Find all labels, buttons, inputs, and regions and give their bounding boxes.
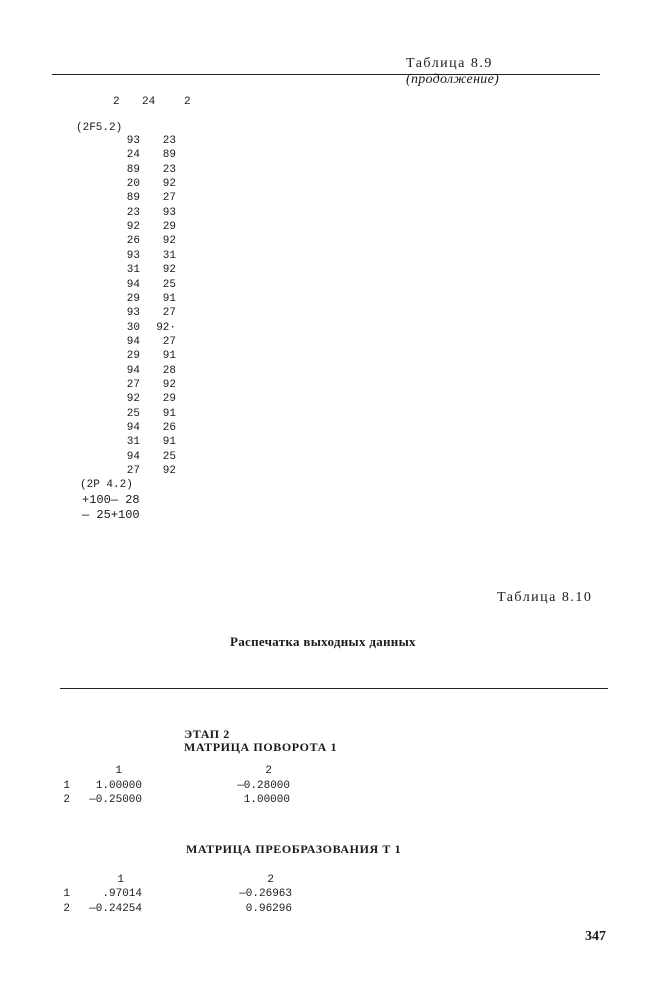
pair-value-left: 89 (126, 163, 140, 176)
pair-value-left: 94 (126, 450, 140, 463)
pair-value-left: 29 (126, 292, 140, 305)
pair-value-right: 92 (162, 235, 176, 248)
pair-value-right: 23 (162, 135, 176, 147)
pair-row (0, 379, 300, 393)
pair-row (0, 451, 300, 465)
matrix1-row (0, 780, 320, 794)
pair-row (0, 322, 300, 336)
table-8-10-caption: Таблица 8.10 (497, 590, 593, 605)
matrix2-col-header-2: 2 (267, 874, 274, 886)
pair-value-right: 25 (162, 450, 176, 463)
pair-row (0, 207, 300, 221)
pair-row (0, 279, 300, 293)
block2-line-2: — 25+100 (82, 508, 140, 522)
matrix1-col-header-2: 2 (265, 765, 272, 777)
block2-line-1: +100— 28 (82, 493, 140, 507)
matrix1-cell: 1.00000 (243, 794, 290, 806)
pair-row (0, 336, 300, 350)
pair-row (0, 365, 300, 379)
pair-row (0, 178, 300, 192)
pair-value-right: 92· (156, 321, 176, 334)
pair-value-left: 94 (126, 278, 140, 291)
table-8-10-title: Распечатка выходных данных (230, 634, 416, 649)
block1-format-label: (2F5.2) (76, 122, 123, 134)
pair-row (0, 250, 300, 264)
pair-row (0, 393, 300, 407)
pair-value-right: 31 (162, 249, 176, 262)
matrix1-title: МАТРИЦА ПОВОРОТА 1 (184, 740, 338, 754)
pair-value-right: 27 (162, 307, 176, 320)
pair-value-right: 91 (162, 407, 176, 420)
pair-row (0, 135, 300, 149)
pair-value-right: 29 (162, 393, 176, 406)
pair-row (0, 235, 300, 249)
header-value-1: 2 (113, 96, 120, 108)
pair-value-left: 23 (126, 206, 140, 219)
pair-value-left: 93 (126, 307, 140, 320)
matrix1-cell: 1.00000 (95, 780, 142, 792)
block2-format-label: (2P 4.2) (80, 479, 133, 491)
pair-value-left: 26 (126, 235, 140, 248)
pair-row (0, 436, 300, 450)
pair-value-left: 30 (126, 321, 140, 334)
pair-row (0, 192, 300, 206)
matrix1-row (0, 794, 320, 808)
pair-value-right: 91 (162, 436, 176, 449)
pair-value-left: 89 (126, 192, 140, 205)
pair-value-left: 92 (126, 393, 140, 406)
pair-value-right: 93 (162, 206, 176, 219)
pair-value-left: 94 (126, 364, 140, 377)
pair-value-left: 25 (126, 407, 140, 420)
pair-row (0, 149, 300, 163)
pair-value-right: 26 (162, 422, 176, 434)
table-8-9-caption (396, 40, 499, 88)
pair-row (0, 422, 300, 436)
matrix2-row (0, 888, 320, 902)
pair-row (0, 221, 300, 235)
top-rule (52, 74, 600, 75)
pair-value-left: 29 (126, 350, 140, 363)
matrix2-title: МАТРИЦА ПРЕОБРАЗОВАНИЯ Т 1 (186, 842, 402, 856)
header-value-3: 2 (184, 96, 191, 108)
pair-value-left: 94 (126, 335, 140, 348)
matrix2-cell: 0.96296 (245, 903, 292, 915)
pair-row (0, 293, 300, 307)
pair-value-left: 20 (126, 178, 140, 191)
pair-row (0, 164, 300, 178)
matrix2-row-index: 2 (63, 903, 70, 915)
pair-value-right: 29 (162, 221, 176, 234)
pair-row (0, 408, 300, 422)
pair-row (0, 350, 300, 364)
table-8-9-caption-main: Таблица 8.9 (406, 56, 493, 71)
matrix2-row-index: 1 (63, 888, 70, 900)
matrix2-cell: —0.26963 (239, 888, 292, 900)
page-number: 347 (585, 929, 606, 944)
matrix2-col-headers (0, 874, 320, 888)
pair-value-left: 93 (126, 249, 140, 262)
pair-value-left: 92 (126, 221, 140, 234)
matrix2-row (0, 903, 320, 917)
pair-row (0, 307, 300, 321)
matrix1-col-header-1: 1 (115, 765, 122, 777)
pair-value-left: 27 (126, 378, 140, 391)
stage-label: ЭТАП 2 (184, 727, 230, 741)
pair-value-right: 92 (162, 378, 176, 391)
pair-value-right: 92 (162, 465, 176, 478)
matrix2-col-header-1: 1 (117, 874, 124, 886)
pair-value-left: 93 (126, 135, 140, 147)
pairs-list (0, 135, 300, 485)
pair-value-left: 24 (126, 149, 140, 162)
pair-value-right: 25 (162, 278, 176, 291)
matrix1-row-index: 2 (63, 794, 70, 806)
pair-value-right: 89 (162, 149, 176, 162)
pair-row (0, 465, 300, 479)
pair-value-right: 91 (162, 350, 176, 363)
pair-value-right: 92 (162, 264, 176, 277)
matrix1-row-index: 1 (63, 780, 70, 792)
matrix1-col-headers (0, 765, 320, 779)
pair-value-right: 92 (162, 178, 176, 191)
pair-row (0, 264, 300, 278)
middle-rule (60, 688, 608, 689)
pair-value-right: 28 (162, 364, 176, 377)
pair-value-right: 91 (162, 292, 176, 305)
pair-value-left: 94 (126, 422, 140, 434)
matrix1-cell: —0.28000 (237, 780, 290, 792)
pair-value-left: 31 (126, 436, 140, 449)
matrix2-cell: —0.24254 (89, 903, 142, 915)
pair-value-left: 27 (126, 465, 140, 478)
pair-value-right: 27 (162, 335, 176, 348)
matrix1-cell: —0.25000 (89, 794, 142, 806)
pair-value-left: 31 (126, 264, 140, 277)
table-8-9-caption-note: (продолжение) (406, 72, 500, 87)
pair-value-right: 27 (162, 192, 176, 205)
matrix2-cell: .97014 (102, 888, 142, 900)
header-value-2: 24 (142, 96, 156, 108)
pair-value-right: 23 (162, 163, 176, 176)
